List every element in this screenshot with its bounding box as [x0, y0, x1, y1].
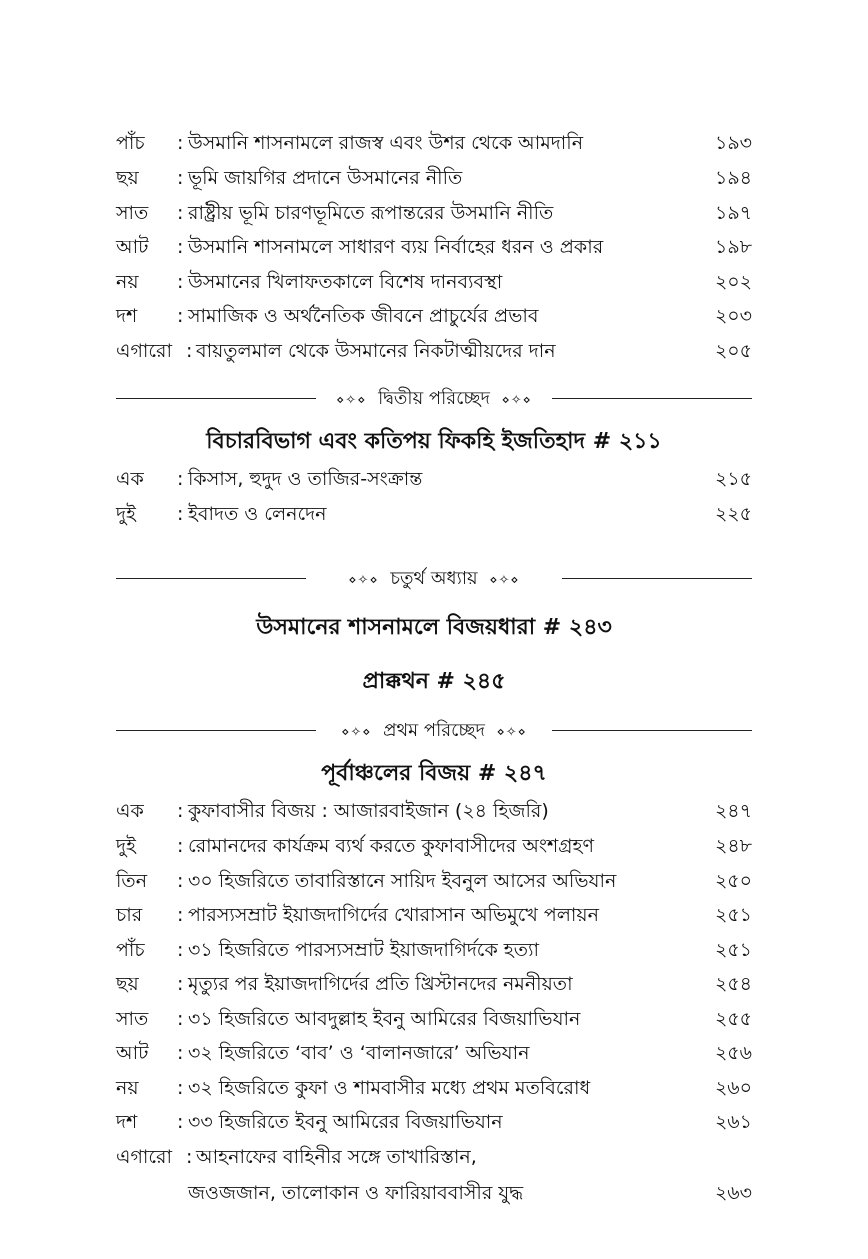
- entry-title: ৩২ হিজরিতে ‘বাব’ ও ‘বালানজারে’ অভিযান: [188, 1042, 530, 1064]
- entry-number: দশ: [116, 305, 138, 327]
- entry-separator: :: [177, 904, 184, 926]
- entry-number: নয়: [116, 271, 139, 293]
- entry-title: উসমানি শাসনামলে রাজস্ব এবং উশর থেকে আমদানি: [188, 132, 584, 154]
- entry-separator: :: [177, 503, 184, 525]
- entry-title: ৩৩ হিজরিতে ইবনু আমিরের বিজয়াভিযান: [188, 1111, 503, 1133]
- entry-separator: :: [177, 939, 184, 961]
- entry-separator: :: [177, 202, 184, 224]
- toc-entry: [116, 126, 752, 160]
- ornament-icon: ⋄✧⋄: [341, 725, 372, 740]
- entry-page: ২৫৫: [714, 1008, 752, 1030]
- entry-separator: :: [177, 305, 184, 327]
- entry-title: কিসাস, হুদুদ ও তাজির-সংক্রান্ত: [188, 468, 423, 490]
- entry-title: ভূমি জায়গির প্রদানে উসমানের নীতি: [188, 167, 463, 189]
- entry-separator: :: [177, 132, 184, 154]
- entry-page: ১৯৪: [715, 167, 752, 189]
- entry-number: পাঁচ: [116, 132, 145, 154]
- ornament-icon: ⋄✧⋄: [489, 573, 520, 588]
- entry-separator: :: [177, 271, 184, 293]
- entry-title: সামাজিক ও অর্থনৈতিক জীবনে প্রাচুর্যের প্রভাব: [188, 305, 539, 327]
- entry-page: ২৪৮: [714, 835, 752, 857]
- entry-number: এগারো: [116, 340, 173, 362]
- entry-number: আট: [116, 1042, 149, 1064]
- entry-page: ২৪৭: [714, 800, 752, 822]
- ornament-icon: ⋄✧⋄: [348, 573, 379, 588]
- toc-entry: [116, 933, 752, 967]
- entry-number: চার: [116, 904, 143, 926]
- entry-number: ছয়: [116, 973, 139, 995]
- entry-page: ২০২: [714, 271, 752, 293]
- entry-title: ৩২ হিজরিতে কুফা ও শামবাসীর মধ্যে প্রথম মতবিরোধ: [188, 1077, 591, 1099]
- entry-number: ছয়: [116, 167, 139, 189]
- entry-title: আহনাফের বাহিনীর সঙ্গে তাখারিস্তান,: [196, 1146, 477, 1168]
- toc-entry: [116, 230, 752, 264]
- toc-entry: [116, 196, 752, 230]
- entry-number: সাত: [116, 202, 149, 224]
- toc-entry: [116, 462, 752, 496]
- entry-page: ২৫০: [714, 870, 752, 892]
- section-heading: পূর্বাঞ্চলের বিজয় # ২৪৭: [321, 761, 547, 786]
- entry-title: কুফাবাসীর বিজয় : আজারবাইজান (২৪ হিজরি): [188, 800, 549, 822]
- entry-page: ২৫৪: [714, 973, 752, 995]
- entry-title: রাষ্ট্রীয় ভূমি চারণভূমিতে রূপান্তরের উসমানি নীতি: [188, 202, 554, 224]
- entry-title: ৩০ হিজরিতে তাবারিস্তানে সায়িদ ইবনুল আসের অভিযান: [188, 870, 617, 892]
- toc-entry-continuation: [116, 1176, 752, 1210]
- entry-title: রোমানদের কার্যক্রম ব্যর্থ করতে কুফাবাসীদের অংশগ্রহণ: [188, 835, 594, 857]
- divider-label: চতুর্থ অধ্যায়: [384, 568, 483, 589]
- entry-page: ২৬৩: [714, 1182, 752, 1204]
- entry-separator: :: [177, 468, 184, 490]
- entry-title: পারস্যসম্রাট ইয়াজদাগির্দের খোরাসান অভিমুখে পলায়ন: [188, 904, 599, 926]
- chapter-heading: বিচারবিভাগ এবং কতিপয় ফিকহি ইজতিহাদ # ২১১: [206, 429, 662, 454]
- chapter-divider: [116, 564, 752, 594]
- toc-entry: [116, 829, 752, 863]
- entry-page: ২৬১: [714, 1111, 752, 1133]
- toc-entry: [116, 1140, 752, 1174]
- entry-number: তিন: [116, 870, 148, 892]
- toc-entry: [116, 794, 752, 828]
- entry-title: উসমানের খিলাফতকালে বিশেষ দানব্যবস্থা: [188, 271, 503, 293]
- entry-number: পাঁচ: [116, 939, 145, 961]
- ornament-icon: ⋄✧⋄: [336, 393, 367, 408]
- entry-number: এক: [116, 800, 144, 822]
- toc-entry: [116, 1071, 752, 1105]
- entry-separator: :: [186, 1146, 193, 1168]
- entry-page: ২২৫: [714, 503, 752, 525]
- entry-number: দুই: [116, 835, 136, 857]
- divider-label: প্রথম পরিচ্ছেদ: [377, 720, 491, 741]
- entry-number: সাত: [116, 1008, 149, 1030]
- entry-title: ৩১ হিজরিতে পারস্যসম্রাট ইয়াজদাগির্দকে হত্যা: [188, 939, 540, 961]
- entry-separator: :: [177, 835, 184, 857]
- entry-separator: :: [177, 973, 184, 995]
- entry-separator: :: [177, 800, 184, 822]
- toc-entry: [116, 967, 752, 1001]
- ornament-icon: ⋄✧⋄: [501, 393, 532, 408]
- entry-number: দশ: [116, 1111, 138, 1133]
- prologue-heading: প্রাক্কথন # ২৪৫: [362, 669, 506, 694]
- toc-entry: [116, 299, 752, 333]
- entry-page: ২৬০: [714, 1077, 752, 1099]
- entry-number: আট: [116, 236, 149, 258]
- entry-page: ২১৫: [714, 468, 752, 490]
- ornament-icon: ⋄✧⋄: [496, 725, 527, 740]
- entry-page: ১৯৮: [715, 236, 752, 258]
- entry-separator: :: [177, 167, 184, 189]
- toc-entry: [116, 1002, 752, 1036]
- toc-entry: [116, 265, 752, 299]
- entry-separator: :: [177, 1042, 184, 1064]
- entry-separator: :: [177, 1111, 184, 1133]
- section-divider: [116, 384, 752, 414]
- entry-number: নয়: [116, 1077, 139, 1099]
- toc-entry: [116, 864, 752, 898]
- toc-entry: [116, 334, 752, 368]
- toc-entry: [116, 161, 752, 195]
- entry-separator: :: [186, 340, 193, 362]
- entry-page: ২৫৬: [714, 1042, 752, 1064]
- entry-page: ১৯৩: [714, 132, 752, 154]
- entry-title: বায়তুলমাল থেকে উসমানের নিকটাত্মীয়দের দান: [196, 340, 556, 362]
- section-divider: [116, 716, 752, 746]
- entry-page: ২৫১: [714, 904, 752, 926]
- entry-page: ২০৫: [714, 340, 752, 362]
- entry-separator: :: [177, 1008, 184, 1030]
- toc-entry: [116, 1036, 752, 1070]
- entry-page: ১৯৭: [714, 202, 752, 224]
- entry-separator: :: [177, 1077, 184, 1099]
- entry-separator: :: [177, 236, 184, 258]
- toc-entry: [116, 1105, 752, 1139]
- entry-number: এক: [116, 468, 144, 490]
- entry-title: উসমানি শাসনামলে সাধারণ ব্যয় নির্বাহের ধরন ও প্রকার: [188, 236, 604, 258]
- toc-entry: [116, 497, 752, 531]
- entry-number: দুই: [116, 503, 136, 525]
- entry-title: জওজজান, তালোকান ও ফারিয়াববাসীর যুদ্ধ: [188, 1182, 524, 1204]
- entry-separator: :: [177, 870, 184, 892]
- entry-page: ২৫১: [714, 939, 752, 961]
- entry-title: ৩১ হিজরিতে আবদুল্লাহ ইবনু আমিরের বিজয়াভিযান: [188, 1008, 581, 1030]
- entry-page: ২০৩: [714, 305, 752, 327]
- toc-entry: [116, 898, 752, 932]
- divider-label: দ্বিতীয় পরিচ্ছেদ: [372, 388, 496, 409]
- chapter-heading: উসমানের শাসনামলে বিজয়ধারা # ২৪৩: [256, 615, 612, 640]
- entry-title: ইবাদত ও লেনদেন: [188, 503, 327, 525]
- entry-number: এগারো: [116, 1146, 173, 1168]
- entry-title: মৃত্যুর পর ইয়াজদাগির্দের প্রতি খ্রিস্টানদের নমনীয়তা: [188, 973, 573, 995]
